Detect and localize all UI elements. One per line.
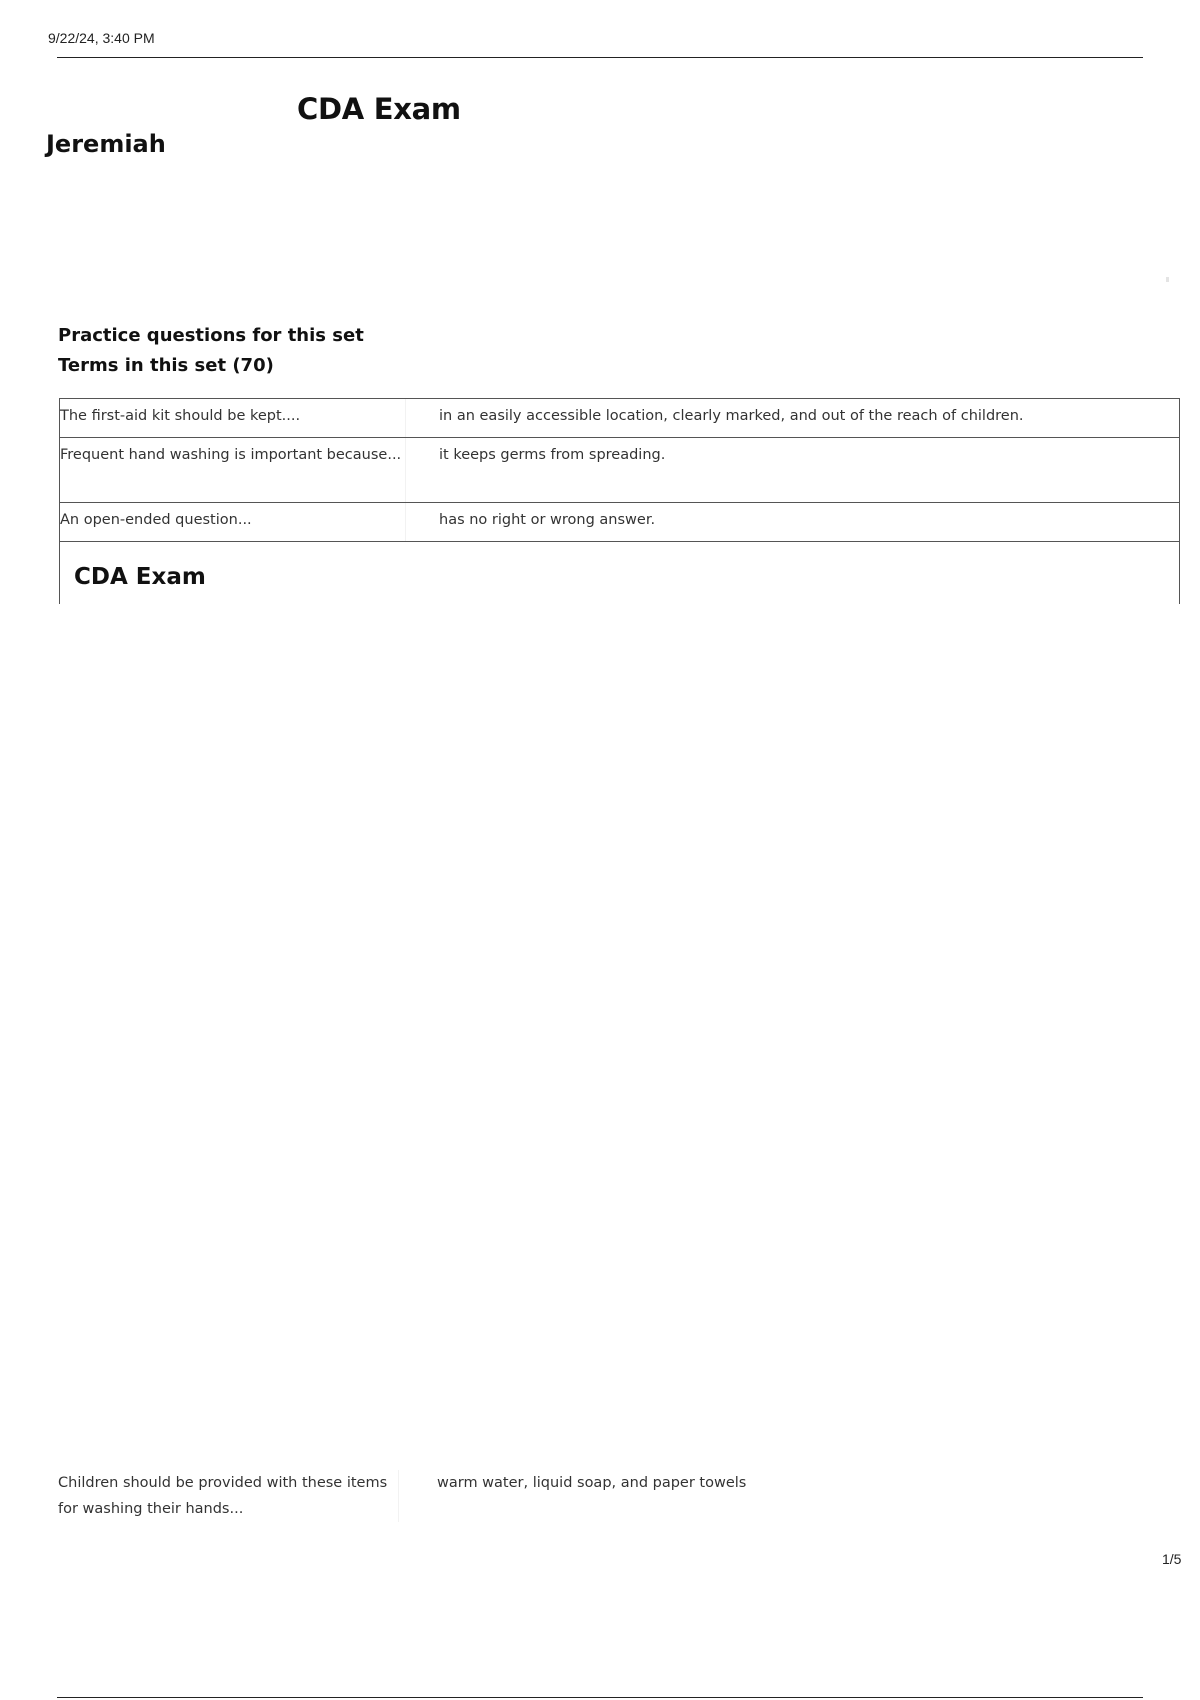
page-number: 1/5	[1162, 1551, 1182, 1567]
term-row	[58, 1470, 1158, 1522]
term-text: An open-ended question...	[60, 503, 406, 541]
definition-text: in an easily accessible location, clearly marked, and out of the reach of children.	[439, 408, 1024, 424]
terms-table	[59, 398, 1180, 604]
document-title: CDA Exam	[297, 92, 461, 126]
faint-mark	[1166, 277, 1169, 282]
card-heading-box	[60, 541, 1179, 604]
header-divider	[57, 57, 1143, 58]
term-row	[60, 502, 1179, 541]
footer-divider	[57, 1697, 1143, 1698]
term-text: Children should be provided with these items for washing their hands...	[58, 1470, 399, 1522]
practice-questions-heading: Practice questions for this set	[58, 325, 364, 346]
term-row	[60, 398, 1179, 437]
card-heading: CDA Exam	[74, 564, 206, 590]
term-row	[60, 437, 1179, 502]
definition-text: warm water, liquid soap, and paper towels	[437, 1475, 747, 1491]
term-text: Frequent hand washing is important because...	[60, 438, 406, 502]
definition-text: has no right or wrong answer.	[439, 512, 656, 528]
author-name: Jeremiah	[46, 130, 166, 158]
term-text: The first-aid kit should be kept....	[60, 399, 406, 437]
definition-text: it keeps germs from spreading.	[439, 447, 666, 463]
terms-heading: Terms in this set (70)	[58, 355, 274, 376]
print-timestamp: 9/22/24, 3:40 PM	[48, 30, 155, 46]
